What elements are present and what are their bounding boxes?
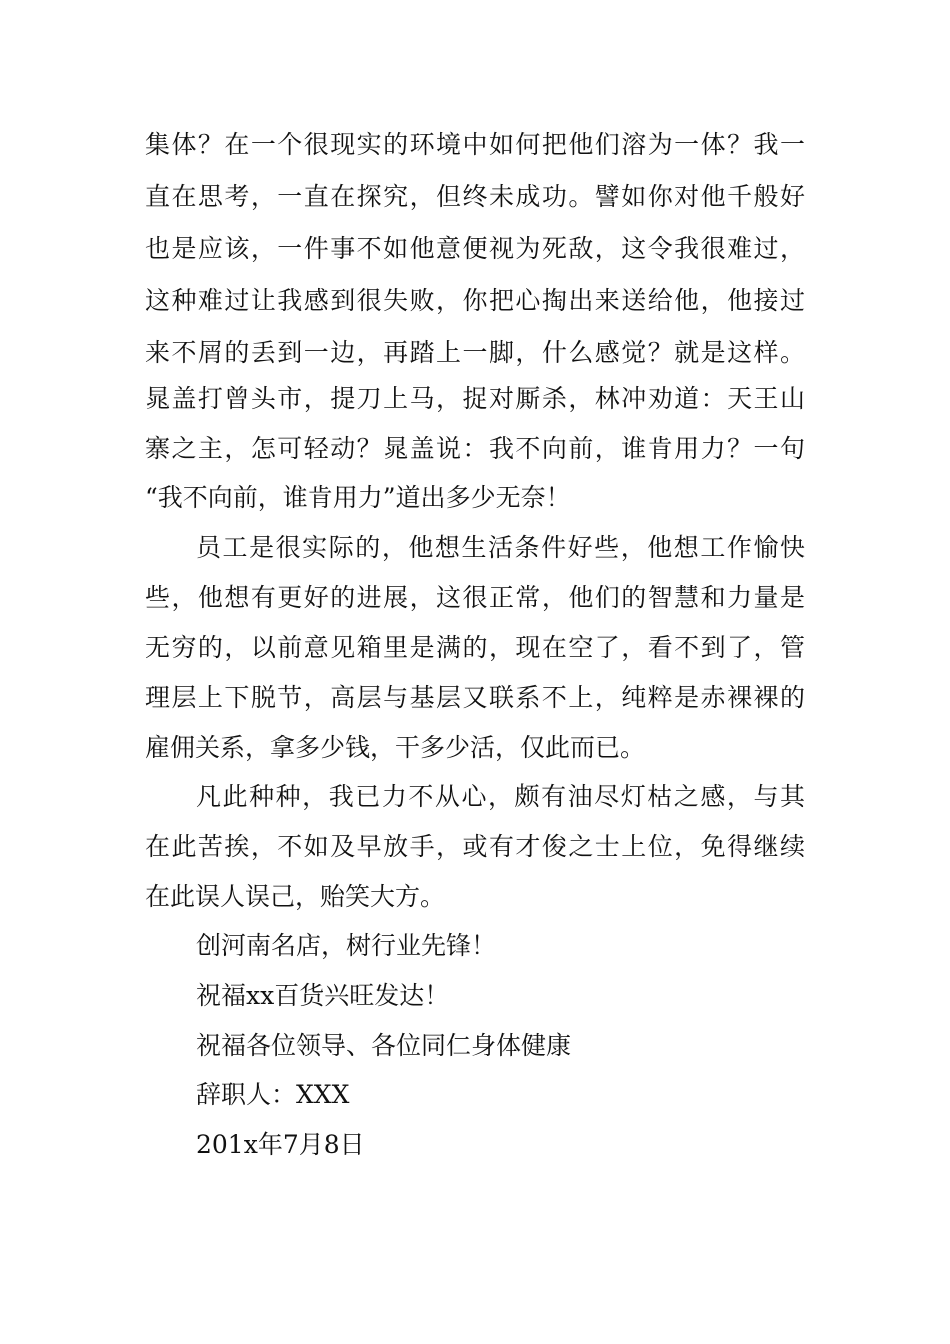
paragraph-1-line-4: 这种难过让我感到很失败，你把心掏出来送给他，他接过 <box>145 286 805 315</box>
paragraph-2-line-4: 理层上下脱节，高层与基层又联系不上，纯粹是赤裸裸的 <box>145 683 805 712</box>
paragraph-1-line-2: 直在思考，一直在探究，但终未成功。譬如你对他千般好 <box>145 182 805 211</box>
paragraph-3-line-2: 在此苦挨，不如及早放手，或有才俊之士上位，免得继续 <box>145 832 805 861</box>
paragraph-2-line-1: 员工是很实际的，他想生活条件好些，他想工作愉快 <box>196 533 805 562</box>
paragraph-1-line-7: 寨之主，怎可轻动？晁盖说：我不向前，谁肯用力？一句 <box>145 434 805 463</box>
closing-slogan: 创河南名店，树行业先锋！ <box>196 931 497 960</box>
paragraph-1-line-1: 集体？在一个很现实的环境中如何把他们溶为一体？我一 <box>145 130 805 159</box>
paragraph-1-line-6: 晁盖打曾头市，提刀上马，捉对厮杀，林冲劝道：天王山 <box>145 384 805 413</box>
paragraph-2-line-3: 无穷的，以前意见箱里是满的，现在空了，看不到了，管 <box>145 633 805 662</box>
signer-name: 辞职人：XXX <box>196 1080 350 1109</box>
paragraph-3-line-3: 在此误人误己，贻笑大方。 <box>145 882 446 911</box>
paragraph-1-line-3: 也是应该，一件事不如他意便视为死敌，这令我很难过， <box>145 234 805 263</box>
paragraph-2-line-5: 雇佣关系，拿多少钱，干多少活，仅此而已。 <box>145 733 646 762</box>
paragraph-1-line-8: “我不向前，谁肯用力”道出多少无奈！ <box>145 483 571 512</box>
closing-wish-colleagues: 祝福各位领导、各位同仁身体健康 <box>196 1031 572 1060</box>
paragraph-1-line-5: 来不屑的丢到一边，再踏上一脚，什么感觉？就是这样。 <box>145 338 805 367</box>
signature-date: 201x年7月8日 <box>196 1130 365 1159</box>
paragraph-3-line-1: 凡此种种，我已力不从心，颇有油尽灯枯之感，与其 <box>196 782 805 811</box>
paragraph-2-line-2: 些，他想有更好的进展，这很正常，他们的智慧和力量是 <box>145 583 805 612</box>
closing-wish-company: 祝福xx百货兴旺发达！ <box>196 981 450 1010</box>
